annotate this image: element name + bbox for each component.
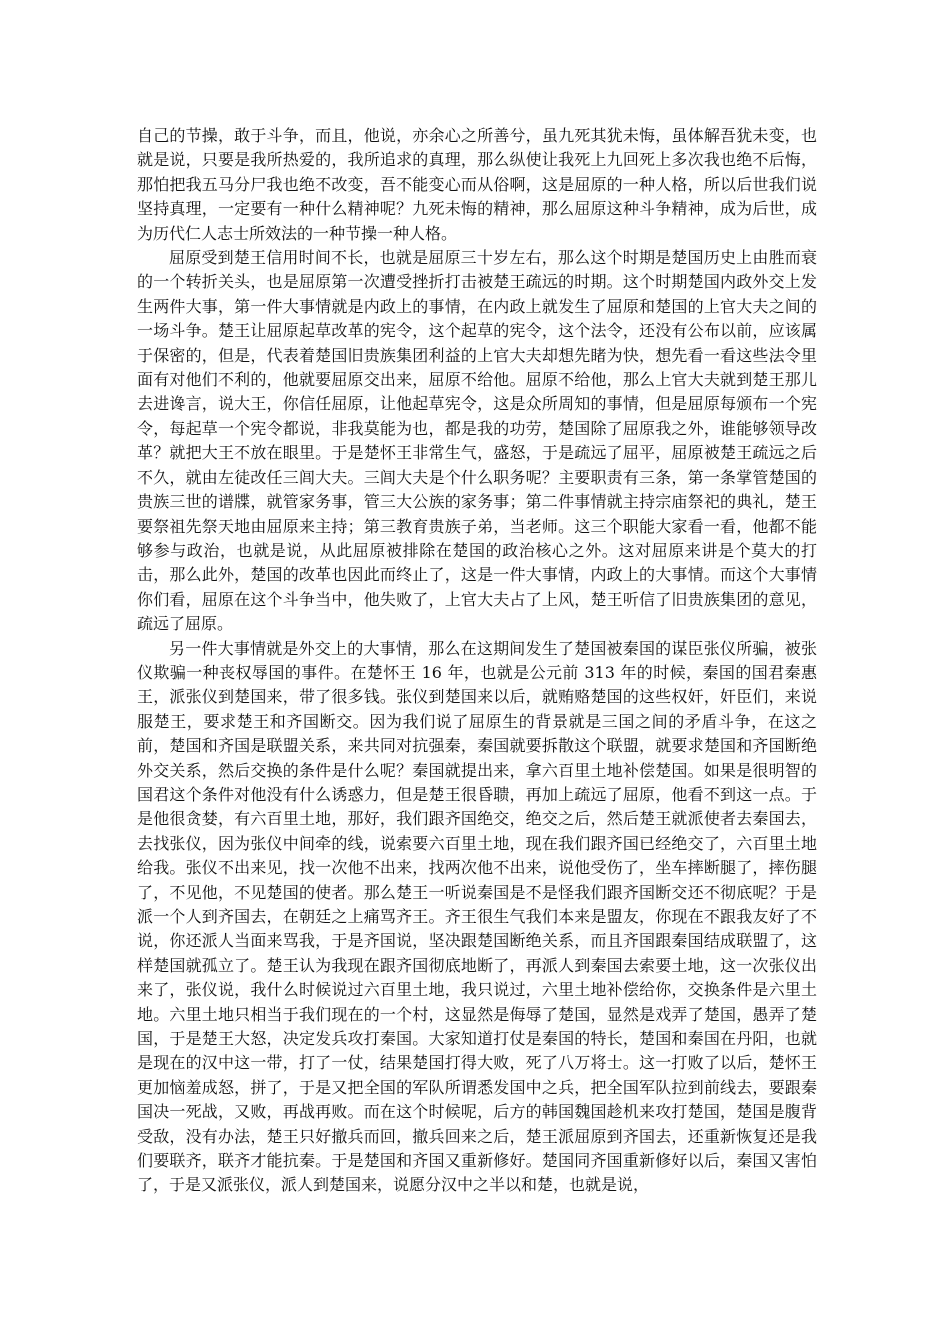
paragraph-1: 自己的节操，敢于斗争，而且，他说，亦余心之所善兮，虽九死其犹未悔，虽体解吾犹未变，也就是说，只要是我所热爱的，我所追求的真理，那么纵使让我死上九回死上多次我也绝不后悔，那怕把我五马分尸我也绝不改变，吾不能变心而从俗啊，这是屈原的一种人格，所以后世我们说坚持真理，一定要有一种什么精神呢？九死未悔的精神，那么屈原这种斗争精神，成为后世，成为历代仁人志士所效法的一种节操一种人格。: [137, 126, 817, 243]
paragraph-3: 另一件大事情就是外交上的大事情，那么在这期间发生了楚国被秦国的谋臣张仪所骗，被张仪欺骗一种丧权辱国的事件。在楚怀王 16 年，也就是公元前 313 年的时候，秦国的国君秦惠王，派张仪到楚国来，带了很多钱。张仪到楚国来以后，就贿赂楚国的这些权奸，奸臣们，来说服楚王，要求楚王和齐国断交。因为我们说了屈原生的背景就是三国之间的矛盾斗争，在这之前，楚国和齐国是联盟关系，来共同对抗强秦，秦国就要拆散这个联盟，就要求楚国和齐国断绝外交关系，然后交换的条件是什么呢？秦国就提出来，拿六百里土地补偿楚国。如果是很明智的国君这个条件对他没有什么诱惑力，但是楚王很昏聩，再加上疏远了屈原，他看不到这一点。于是他很贪婪，有六百里土地，那好，我们跟齐国绝交，绝交之后，然后楚王就派使者去秦国去，去找张仪，因为张仪中间牵的线，说索要六百里土地，现在我们跟齐国已经绝交了，六百里土地给我。张仪不出来见，找一次他不出来，找两次他不出来，说他受伤了，坐车摔断腿了，摔伤腿了，不见他，不见楚国的使者。那么楚王一听说秦国是不是怪我们跟齐国断交还不彻底呢？于是派一个人到齐国去，在朝廷之上痛骂齐王。齐王很生气我们本来是盟友，你现在不跟我友好了不说，你还派人当面来骂我，于是齐国说，坚决跟楚国断绝关系，而且齐国跟秦国结成联盟了，这样楚国就孤立了。楚王认为我现在跟齐国彻底地断了，再派人到秦国去索要土地，这一次张仪出来了，张仪说，我什么时候说过六百里土地，我只说过，六里土地补偿给你，交换条件是六里土地。六里土地只相当于我们现在的一个村，这显然是侮辱了楚国，显然是戏弄了楚国，愚弄了楚国，于是楚王大怒，决定发兵攻打秦国。大家知道打仗是秦国的特长，楚国和秦国在丹阳，也就是现在的汉中这一带，打了一仗，结果楚国打得大败，死了八万将士。这一打败了以后，楚怀王更加恼羞成怒，拼了，于是又把全国的军队所谓悉发国中之兵，把全国军队拉到前线去，要跟秦国决一死战，又败，再战再败。而在这个时候呢，后方的韩国魏国趁机来攻打楚国，楚国是腹背受敌，没有办法，楚王只好撤兵而回，撤兵回来之后，楚王派屈原到齐国去，还重新恢复还是我们要联齐，联齐才能抗秦。于是楚国和齐国又重新修好。楚国同齐国重新修好以后，秦国又害怕了，于是又派张仪，派人到楚国来，说愿分汉中之半以和楚，也就是说，: [137, 638, 817, 1195]
paragraph-2: 屈原受到楚王信用时间不长，也就是屈原三十岁左右，那么这个时期是楚国历史上由胜而衰的一个转折关头，也是屈原第一次遭受挫折打击被楚王疏远的时期。这个时期楚国内政外交上发生两件大事，第一件大事情就是内政上的事情，在内政上就发生了屈原和楚国的上官大夫之间的一场斗争。楚王让屈原起草改革的宪令，这个起草的宪令，这个法令，还没有公布以前，应该属于保密的，但是，代表着楚国旧贵族集团利益的上官大夫却想先睹为快，想先看一看这些法令里面有对他们不利的，他就要屈原交出来，屈原不给他。屈原不给他，那么上官大夫就到楚王那儿去进谗言，说大王，你信任屈原，让他起草宪令，这是众所周知的事情，但是屈原每颁布一个宪令，每起草一个宪令都说，非我莫能为也，都是我的功劳，楚国除了屈原我之外，谁能够领导改革？就把大王不放在眼里。于是楚怀王非常生气，盛怒，于是疏远了屈平，屈原被楚王疏远之后不久，就由左徒改任三闾大夫。三闾大夫是个什么职务呢？主要职责有三条，第一条掌管楚国的贵族三世的谱牒，就管家务事，管三大公族的家务事；第二件事情就主持宗庙祭祀的典礼，楚王要祭祖先祭天地由屈原来主持；第三教育贵族子弟，当老师。这三个职能大家看一看，他都不能够参与政治，也就是说，从此屈原被排除在楚国的政治核心之外。这对屈原来讲是个莫大的打击，那么此外，楚国的改革也因此而终止了，这是一件大事情，内政上的大事情。而这个大事情你们看，屈原在这个斗争当中，他失败了，上官大夫占了上风，楚王听信了旧贵族集团的意见，疏远了屈原。: [137, 248, 817, 634]
document-page: [137, 124, 817, 1198]
